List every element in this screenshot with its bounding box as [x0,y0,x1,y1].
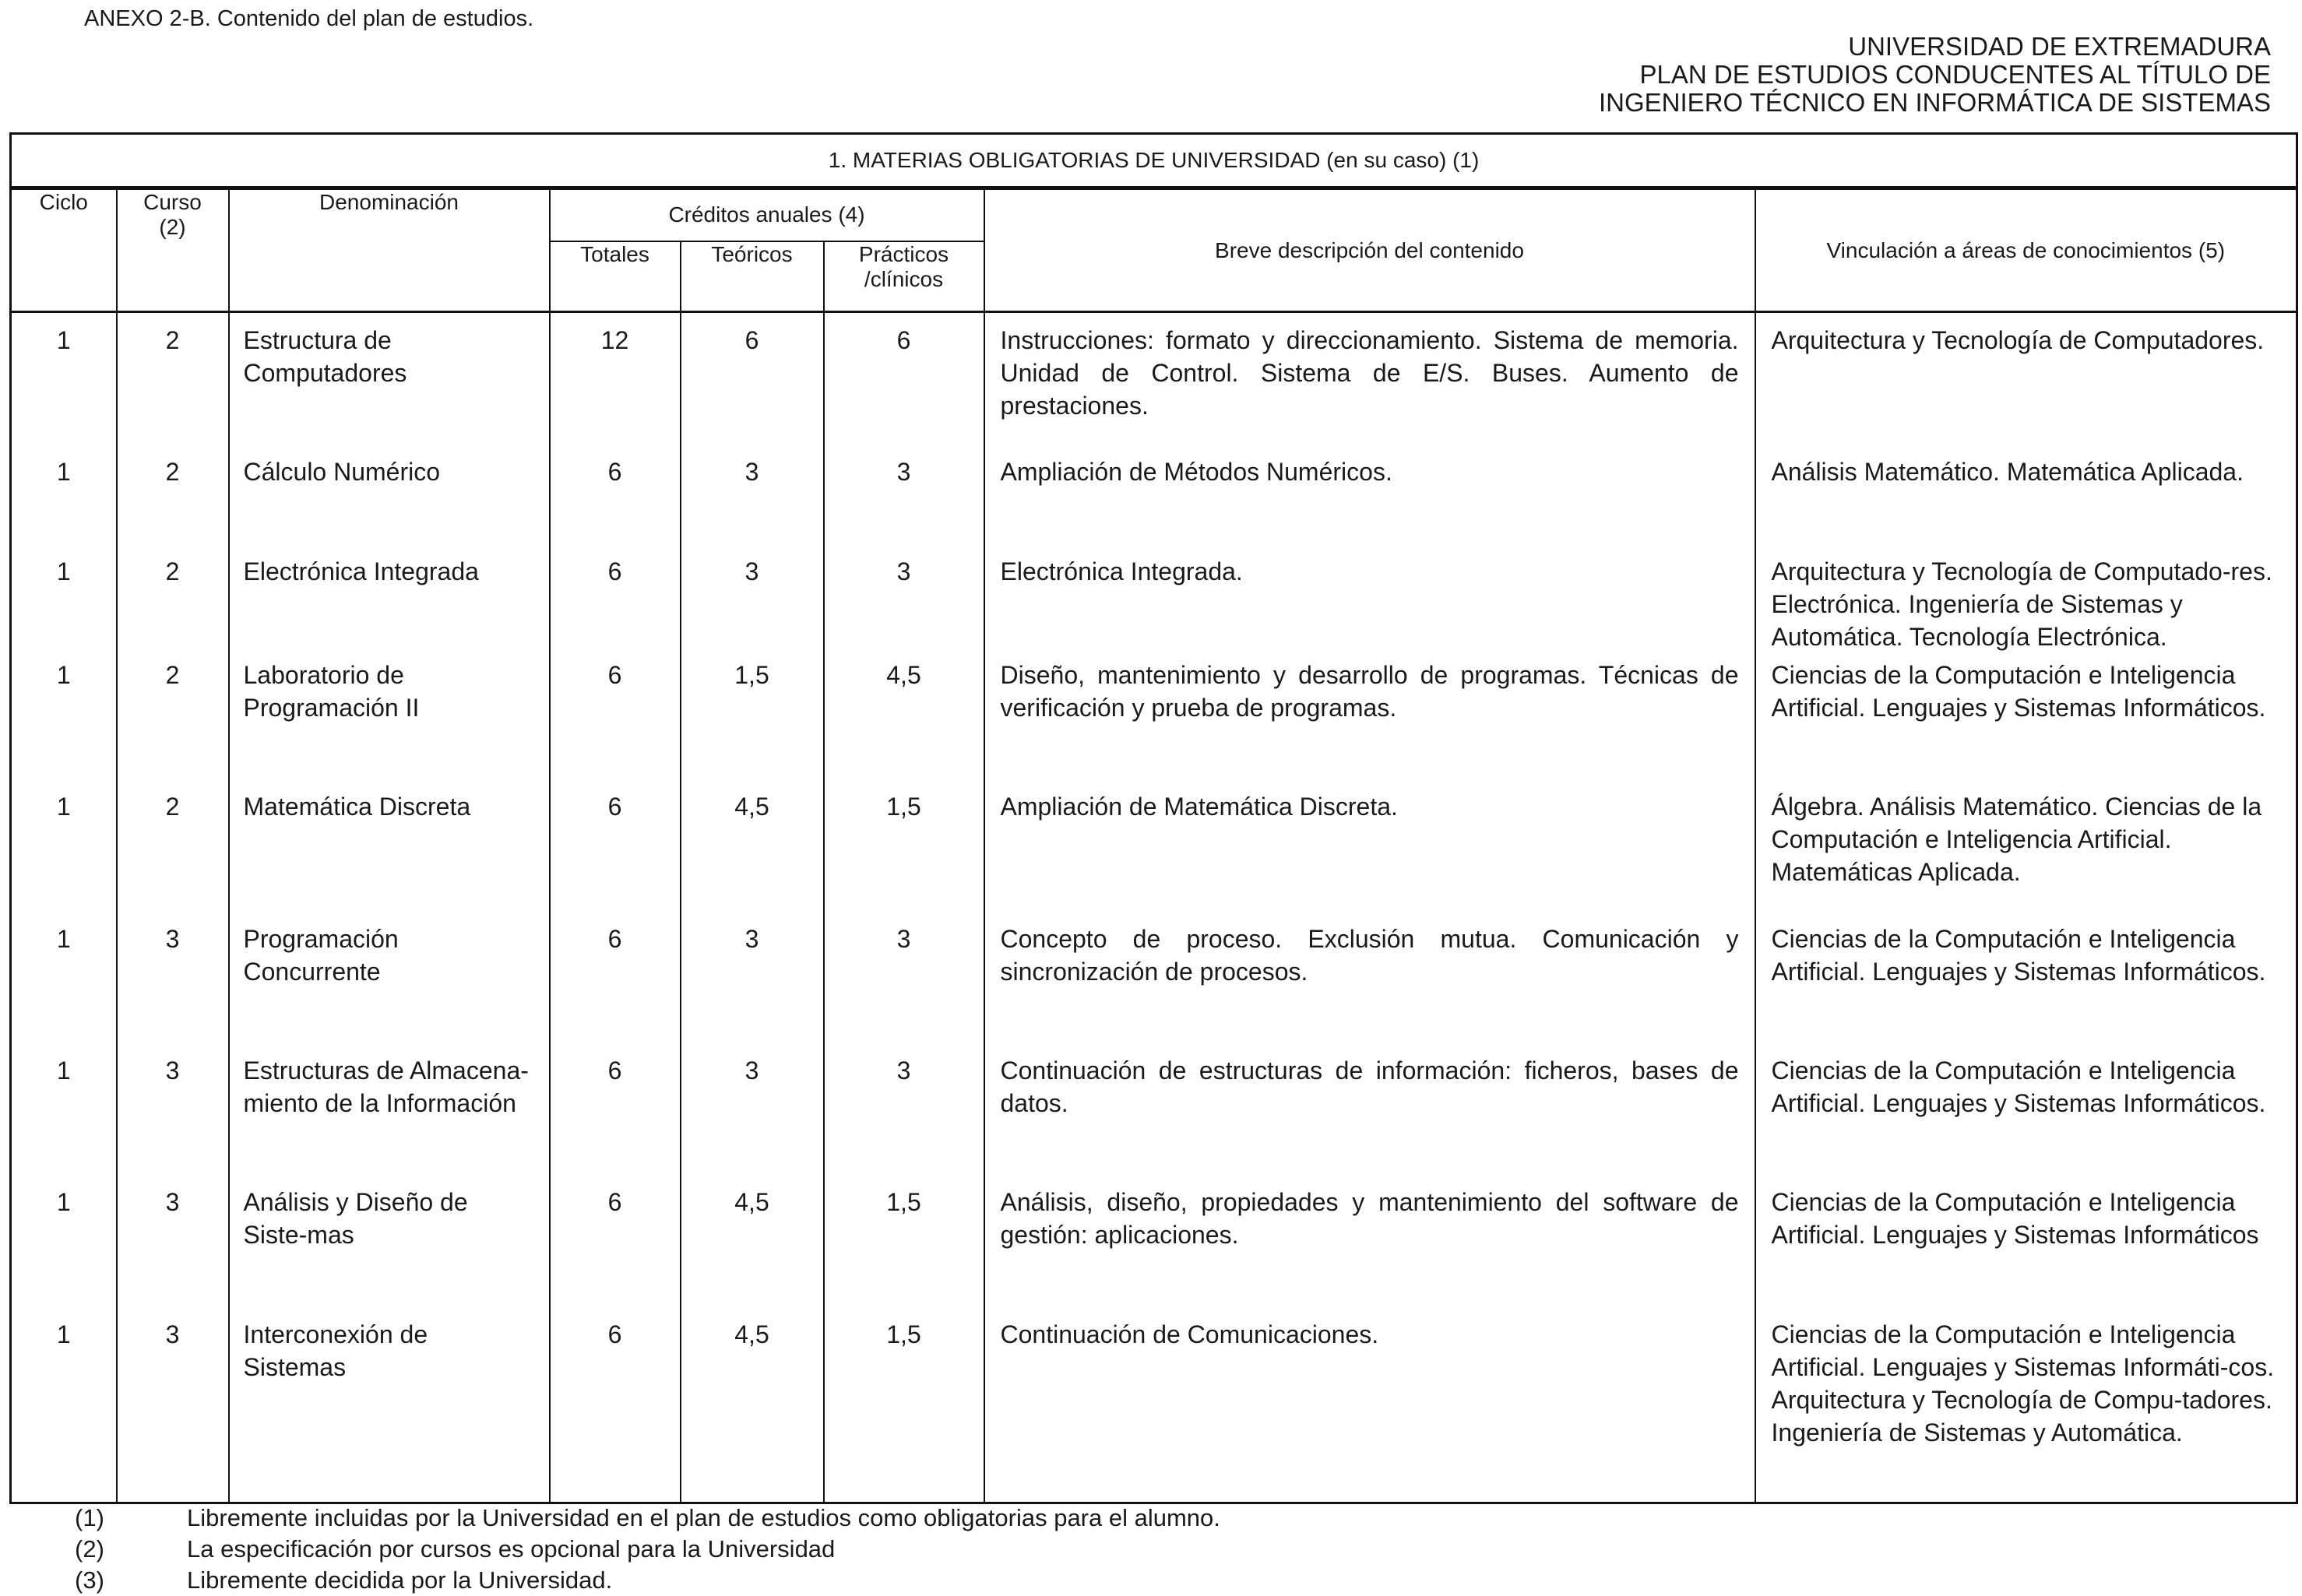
curso-cell: 3 [117,923,229,1054]
ciclo-cell: 1 [11,455,117,556]
areas-cell: Ciencias de la Computación e Inteligencia Artificial. Lenguajes y Sistemas Informáti-cos. Arquitectura y Tecnología de Compu-tadores. Ingeniería de Sistemas y Automática. [1755,1318,2297,1503]
curso-cell: 2 [117,790,229,923]
header-practicos [824,241,984,311]
practicos-cell: 3 [824,923,984,1054]
table-row [11,1318,2297,1503]
header-curso-note: (2) [159,215,186,240]
totales-cell: 6 [550,659,681,790]
areas-cell: Álgebra. Análisis Matemático. Ciencias de la Computación e Inteligencia Artificial. Matemáticas Aplicada. [1755,790,2297,923]
plan-title-line2: INGENIERO TÉCNICO EN INFORMÁTICA DE SISTEMAS [1599,88,2271,117]
teoricos-cell: 3 [681,455,824,556]
table-row [11,555,2297,659]
practicos-cell: 6 [824,324,984,455]
curso-cell: 2 [117,659,229,790]
header-practicos-line2: /clínicos [864,266,944,291]
table-row [11,455,2297,556]
areas-cell: Ciencias de la Computación e Inteligencia Artificial. Lenguajes y Sistemas Informáticos. [1755,659,2297,790]
footnote-number: (3) [75,1566,104,1594]
totales-cell: 6 [550,1054,681,1186]
curso-cell: 2 [117,555,229,659]
practicos-cell: 1,5 [824,790,984,923]
totales-cell: 6 [550,455,681,556]
teoricos-cell: 6 [681,324,824,455]
curso-cell: 2 [117,324,229,455]
denominacion-cell: Programación Concurrente [229,923,550,1054]
practicos-cell: 3 [824,555,984,659]
header-denominacion: Denominación [229,188,550,311]
university-name: UNIVERSIDAD DE EXTREMADURA [1848,32,2271,61]
table-header [11,134,2297,325]
descripcion-cell: Electrónica Integrada. [984,555,1755,659]
descripcion-cell: Análisis, diseño, propiedades y mantenimiento del software de gestión: aplicaciones. [984,1186,1755,1319]
teoricos-cell: 3 [681,555,824,659]
areas-cell: Ciencias de la Computación e Inteligencia Artificial. Lenguajes y Sistemas Informáticos. [1755,1054,2297,1186]
practicos-cell: 1,5 [824,1318,984,1503]
areas-cell: Ciencias de la Computación e Inteligencia Artificial. Lenguajes y Sistemas Informáticos [1755,1186,2297,1319]
table-row [11,1054,2297,1186]
teoricos-cell: 3 [681,923,824,1054]
header-teoricos: Teóricos [681,241,824,311]
curso-cell: 3 [117,1186,229,1319]
totales-cell: 6 [550,923,681,1054]
denominacion-cell: Análisis y Diseño de Siste-mas [229,1186,550,1319]
teoricos-cell: 4,5 [681,1318,824,1503]
totales-cell: 6 [550,555,681,659]
header-curso-label: Curso [143,190,202,215]
table-row [11,1186,2297,1319]
ciclo-cell: 1 [11,555,117,659]
header-curso [117,188,229,311]
curriculum-table [9,132,2298,1504]
ciclo-cell: 1 [11,1054,117,1186]
descripcion-cell: Instrucciones: formato y direccionamiento. Sistema de memoria. Unidad de Control. Sistema de E/S. Buses. Aumento de prestaciones. [984,324,1755,455]
descripcion-cell: Ampliación de Métodos Numéricos. [984,455,1755,556]
ciclo-cell: 1 [11,923,117,1054]
ciclo-cell: 1 [11,1186,117,1319]
curso-cell: 3 [117,1318,229,1503]
totales-cell: 6 [550,1186,681,1319]
denominacion-cell: Interconexión de Sistemas [229,1318,550,1503]
footnote-text: Libremente decidida por la Universidad. [187,1566,613,1594]
practicos-cell: 4,5 [824,659,984,790]
totales-cell: 6 [550,790,681,923]
descripcion-cell: Concepto de proceso. Exclusión mutua. Comunicación y sincronización de procesos. [984,923,1755,1054]
section-title: 1. MATERIAS OBLIGATORIAS DE UNIVERSIDAD (en su caso) (1) [11,134,2297,188]
totales-cell: 12 [550,324,681,455]
annex-title: ANEXO 2-B. Contenido del plan de estudios. [84,6,534,31]
header-creditos: Créditos anuales (4) [550,188,984,241]
footnote-number: (2) [75,1535,104,1563]
table-body [11,324,2297,1503]
ciclo-cell: 1 [11,324,117,455]
denominacion-cell: Electrónica Integrada [229,555,550,659]
descripcion-cell: Diseño, mantenimiento y desarrollo de programas. Técnicas de verificación y prueba de programas. [984,659,1755,790]
totales-cell: 6 [550,1318,681,1503]
table-row [11,659,2297,790]
header-ciclo: Ciclo [11,188,117,311]
ciclo-cell: 1 [11,1318,117,1503]
denominacion-cell: Estructura de Computadores [229,324,550,455]
teoricos-cell: 4,5 [681,790,824,923]
table-row [11,923,2297,1054]
descripcion-cell: Continuación de Comunicaciones. [984,1318,1755,1503]
table-row [11,790,2297,923]
denominacion-cell: Laboratorio de Programación II [229,659,550,790]
practicos-cell: 3 [824,455,984,556]
areas-cell: Arquitectura y Tecnología de Computado-res. Electrónica. Ingeniería de Sistemas y Automática. Tecnología Electrónica. [1755,555,2297,659]
practicos-cell: 1,5 [824,1186,984,1319]
curso-cell: 3 [117,1054,229,1186]
descripcion-cell: Continuación de estructuras de información: ficheros, bases de datos. [984,1054,1755,1186]
header-vinculacion: Vinculación a áreas de conocimientos (5) [1755,188,2297,311]
footnote-text: Libremente incluidas por la Universidad en el plan de estudios como obligatorias para el alumno. [187,1504,1220,1531]
ciclo-cell: 1 [11,659,117,790]
plan-title-line1: PLAN DE ESTUDIOS CONDUCENTES AL TÍTULO DE [1639,60,2271,89]
header-practicos-line1: Prácticos [858,241,949,266]
header-totales: Totales [550,241,681,311]
footnote-number: (1) [75,1504,104,1531]
table-row [11,324,2297,455]
denominacion-cell: Cálculo Numérico [229,455,550,556]
areas-cell: Análisis Matemático. Matemática Aplicada. [1755,455,2297,556]
descripcion-cell: Ampliación de Matemática Discreta. [984,790,1755,923]
denominacion-cell: Matemática Discreta [229,790,550,923]
areas-cell: Ciencias de la Computación e Inteligencia Artificial. Lenguajes y Sistemas Informáticos. [1755,923,2297,1054]
teoricos-cell: 4,5 [681,1186,824,1319]
teoricos-cell: 1,5 [681,659,824,790]
teoricos-cell: 3 [681,1054,824,1186]
denominacion-cell: Estructuras de Almacena-miento de la Información [229,1054,550,1186]
curso-cell: 2 [117,455,229,556]
areas-cell: Arquitectura y Tecnología de Computadores. [1755,324,2297,455]
header-descripcion: Breve descripción del contenido [984,188,1755,311]
ciclo-cell: 1 [11,790,117,923]
practicos-cell: 3 [824,1054,984,1186]
university-header [1599,33,2271,117]
footnote-text: La especificación por cursos es opcional para la Universidad [187,1535,836,1563]
